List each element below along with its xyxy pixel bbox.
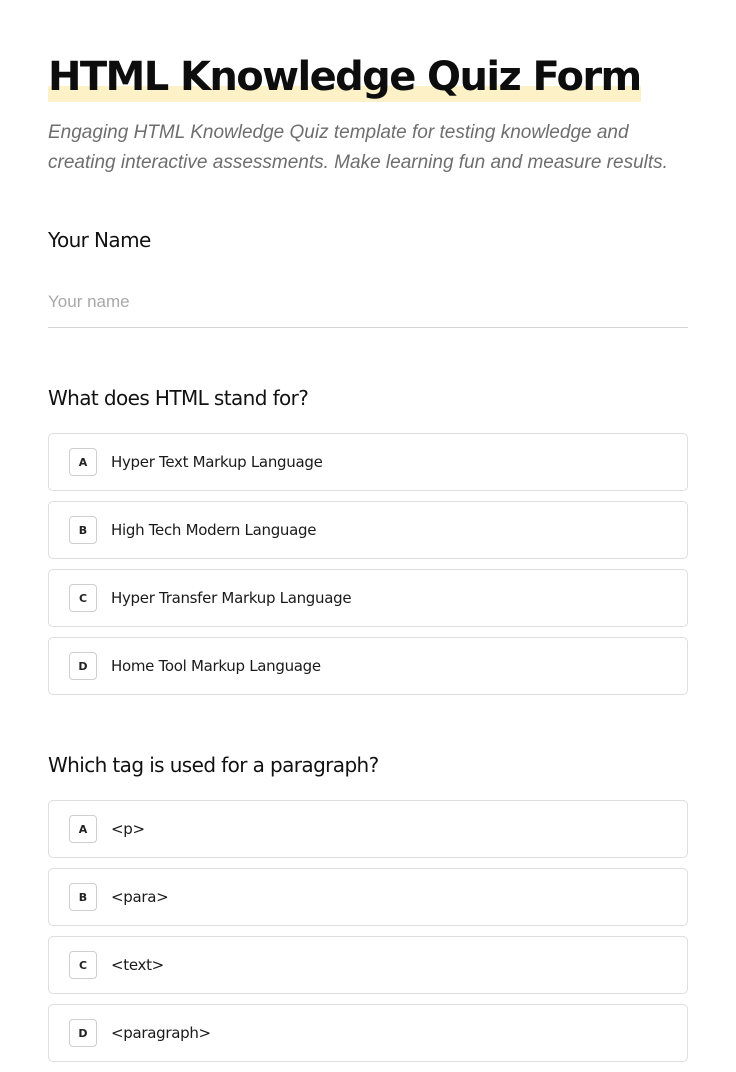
option-text: Hyper Text Markup Language (111, 453, 323, 471)
question-1-option-b[interactable] (48, 501, 688, 559)
option-letter-badge: D (69, 1019, 97, 1047)
option-text: Hyper Transfer Markup Language (111, 589, 352, 607)
option-letter-badge: C (69, 951, 97, 979)
question-1-options (48, 433, 688, 695)
question-2-title: Which tag is used for a paragraph? (48, 753, 379, 777)
option-text: <paragraph> (111, 1024, 211, 1042)
option-letter-badge: D (69, 652, 97, 680)
option-letter-badge: A (69, 448, 97, 476)
option-letter-badge: B (69, 883, 97, 911)
page-title: HTML Knowledge Quiz Form (48, 54, 641, 100)
question-1-option-d[interactable] (48, 637, 688, 695)
page-subtitle: Engaging HTML Knowledge Quiz template for testing knowledge and creating interactive assessments. Make learning fun and measure results. (48, 122, 668, 173)
option-text: High Tech Modern Language (111, 521, 317, 539)
option-text: <text> (111, 956, 164, 974)
question-1-option-a[interactable] (48, 433, 688, 491)
option-letter-badge: B (69, 516, 97, 544)
option-letter-badge: A (69, 815, 97, 843)
title-block (48, 52, 641, 102)
option-text: Home Tool Markup Language (111, 657, 321, 675)
question-2-option-d[interactable] (48, 1004, 688, 1062)
question-2-option-a[interactable] (48, 800, 688, 858)
question-2-options (48, 800, 688, 1062)
name-label: Your Name (48, 228, 151, 252)
question-2-option-b[interactable] (48, 868, 688, 926)
question-1-option-c[interactable] (48, 569, 688, 627)
option-letter-badge: C (69, 584, 97, 612)
quiz-form (48, 0, 688, 1072)
name-input[interactable] (48, 276, 688, 328)
option-text: <p> (111, 820, 145, 838)
question-1-title: What does HTML stand for? (48, 386, 309, 410)
option-text: <para> (111, 888, 169, 906)
question-2-option-c[interactable] (48, 936, 688, 994)
